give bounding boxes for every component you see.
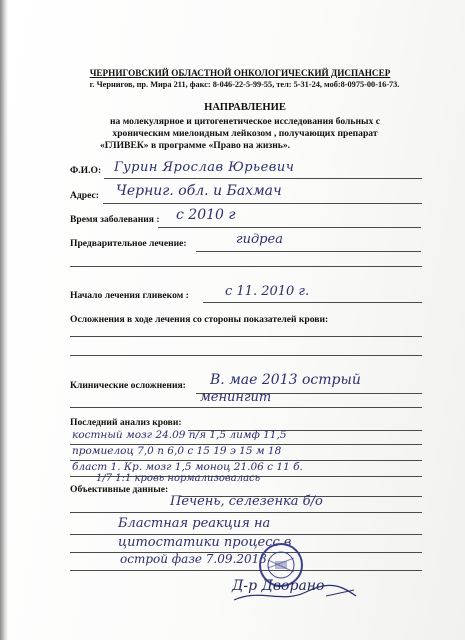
clinical-underline-2 (70, 407, 422, 408)
disease-time-underline (158, 227, 421, 228)
objective-underline-4 (70, 570, 422, 571)
fio-underline (104, 178, 422, 179)
objective-line-2: Бластная реакция на (118, 516, 271, 531)
address-underline (103, 203, 422, 204)
fio-label: Ф.И.О: (70, 165, 102, 176)
prior-treatment-underline (196, 251, 421, 252)
prior-treatment-value: гидреа (236, 232, 283, 247)
disease-time-label: Время заболевания : (70, 214, 160, 225)
objective-line-1: Печень, селезенка б/о (170, 494, 323, 509)
signature-flourish (230, 578, 360, 606)
fio-value: Гурин Ярослав Юрьевич (114, 160, 295, 175)
blood-line-1: костный мозг 24.09 п/я 1,5 лимф 11,5 (72, 429, 287, 441)
complications-line-1 (70, 336, 422, 337)
objective-line-3: цитостатики процесс в (118, 535, 292, 550)
objective-line-4: острой фазе 7.09.2013 (120, 552, 267, 566)
glivec-start-value: с 11. 2010 г. (225, 284, 310, 299)
org-name: ЧЕРНИГОВСКИЙ ОБЛАСТНОЙ ОНКОЛОГИЧЕСКИЙ ДИСПАНСЕР (89, 68, 391, 78)
clinical-label: Клинические осложнения: (70, 380, 186, 391)
address-label: Адрес: (70, 190, 99, 201)
complications-label: Осложнения в ходе лечения со стороны показателей крови: (70, 314, 329, 325)
subtitle-line-3: «ГЛИВЕК» в программе «Право на жизнь». (99, 140, 291, 151)
glivec-start-underline (203, 302, 422, 303)
address-value: Черниг. обл. и Бахмач (116, 183, 282, 199)
clinical-value-line-1: В. мае 2013 острый (210, 372, 361, 388)
blood-line-4: 1/7 1:1 кровь нормализовалась (96, 473, 261, 484)
complications-line-2 (70, 355, 422, 356)
objective-underline-1 (70, 512, 422, 513)
subtitle-line-2: хроническим миелоидным лейкозом , получающих препарат (112, 128, 378, 139)
glivec-start-label: Начало лечения гливеком : (70, 290, 189, 301)
subtitle-line-1: на молекулярное и цитогенетическое исследования больных с (110, 116, 380, 127)
prior-treatment-line-2 (70, 266, 422, 267)
clinical-value-line-2: менингит (200, 390, 272, 405)
org-address: г. Чернигов, пр. Мира 211, факс: 8-046-22-5-99-55, тел: 5-31-24, моб:8-0975-00-16-73. (89, 80, 400, 89)
blood-line-3: бласт 1. Кр. мозг 1,5 моноц 21.06 с 11 б. (72, 461, 303, 473)
prior-treatment-label: Предварительное лечение: (70, 238, 187, 249)
objective-label: Объективные данные: (70, 484, 169, 495)
blood-line-2: промиелоц 7,0 п 6,0 с 15 19 э 15 м 18 (72, 445, 282, 457)
blood-label: Последний анализ крови: (70, 417, 182, 428)
disease-time-value: с 2010 г (176, 207, 236, 223)
doctor-signature: Д-р Дворано (232, 578, 325, 594)
scan-edge-shadow (0, 0, 8, 640)
document-title: НАПРАВЛЕНИЕ (204, 102, 286, 113)
